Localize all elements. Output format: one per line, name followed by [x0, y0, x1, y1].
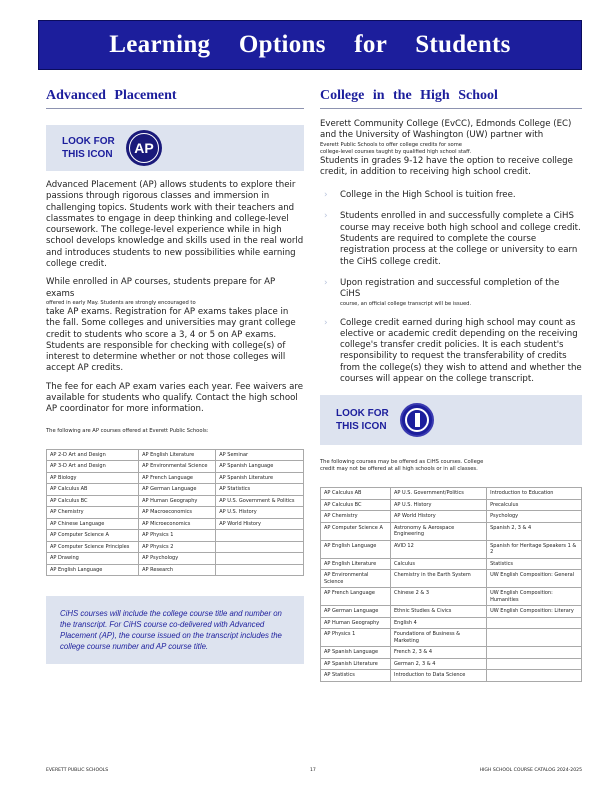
advanced-placement-section: [46, 88, 304, 664]
table-cell: [487, 647, 582, 659]
cihs-table-intro-1: The following courses may be offered as CiHS courses. College: [320, 459, 484, 466]
table-cell: AP Psychology: [139, 553, 216, 565]
table-row: [321, 617, 582, 629]
table-cell: AP English Literature: [139, 449, 216, 461]
ap-paragraph-1: Advanced Placement (AP) allows students to explore their passions through rigorous classes and immersion in challenging topics. Students work with their teachers and classmates to engage in deep thinking and college-level coursework. The college-level experience while in high school develops knowledge and skills used in the real world and introduces students to new possibilities while earning college credit.: [46, 180, 304, 270]
cihs-heading: College in the High School: [320, 88, 582, 109]
table-row: [321, 588, 582, 606]
cihs-bullet-list: [320, 190, 582, 385]
ap-paragraph-2a: While enrolled in AP courses, students prepare for AP exams: [46, 277, 276, 299]
table-cell: Foundations of Business & Marketing: [391, 629, 487, 647]
table-row: [47, 564, 304, 576]
table-cell: AP German Language: [139, 484, 216, 496]
table-cell: AP Chemistry: [47, 507, 139, 519]
table-cell: Precalculus: [487, 499, 582, 511]
table-row: [47, 541, 304, 553]
table-cell: AP U.S. History: [391, 499, 487, 511]
table-cell: AP Biology: [47, 472, 139, 484]
ap-table-intro: The following are AP courses offered at Everett Public Schools:: [46, 427, 209, 434]
list-item: [320, 190, 582, 201]
table-cell: AP Research: [139, 564, 216, 576]
college-in-high-school-section: [320, 88, 582, 682]
cihs-table-intro-2: credit may not be offered at all high schools or in all classes.: [320, 466, 478, 473]
table-row: [321, 629, 582, 647]
table-row: [47, 484, 304, 496]
ap-paragraph-2b: take AP exams. Registration for AP exams takes place in the fall. Some colleges and universities may grant college credit to students who score a 3, 4 or 5 on AP exams. Students are responsible for checking with college(s) of interest to determine whether or not those colleges will accept AP credits.: [46, 306, 296, 374]
table-cell: AP U.S. Government/Politics: [391, 488, 487, 500]
table-cell: AP Physics 1: [321, 629, 391, 647]
bullet-text: College credit earned during high school may count as elective or academic credit depending on the receiving college's transfer credit policies. It is each student's responsibility to request the transferability of credits from the college(s) they wish to attend and whether the courses will appear on the college transcript.: [340, 317, 582, 385]
cihs-look-for-panel: [320, 395, 582, 445]
cihs-table-intro: [320, 459, 582, 473]
table-cell: [487, 658, 582, 670]
table-cell: Introduction to Data Science: [391, 670, 487, 682]
table-cell: Ethnic Studies & Civics: [391, 606, 487, 618]
table-cell: Introduction to Education: [487, 488, 582, 500]
table-row: [47, 449, 304, 461]
look-for-line1: LOOK FOR: [62, 136, 115, 147]
cihs-intro: [320, 119, 582, 178]
ap-paragraph-2-small: offered in early May. Students are strongly encouraged to: [46, 299, 196, 306]
table-cell: UW English Composition: Literary: [487, 606, 582, 618]
table-cell: AP Chinese Language: [47, 518, 139, 530]
table-row: [47, 553, 304, 565]
table-cell: AP French Language: [139, 472, 216, 484]
cihs-intro-small-1: Everett Public Schools to offer college credits for some: [320, 141, 462, 148]
table-row: [321, 570, 582, 588]
table-cell: AP Macroeconomics: [139, 507, 216, 519]
table-row: [321, 670, 582, 682]
cihs-intro-a: Everett Community College (EvCC), Edmonds College (EC) and the University of Washington (UW) partner with: [320, 119, 572, 141]
cihs-look-for-label: [336, 407, 394, 433]
table-cell: AP World History: [216, 518, 304, 530]
footer-right: HIGH SCHOOL COURSE CATALOG 2024-2025: [479, 768, 582, 773]
table-cell: AP Drawing: [47, 553, 139, 565]
table-cell: AP Computer Science A: [47, 530, 139, 542]
table-cell: AP Spanish Literature: [321, 658, 391, 670]
table-cell: AP Chemistry: [321, 511, 391, 523]
page-banner: [38, 20, 582, 70]
table-cell: AP Human Geography: [139, 495, 216, 507]
table-cell: [216, 541, 304, 553]
table-cell: AP Calculus AB: [47, 484, 139, 496]
ap-look-for-panel: [46, 125, 304, 171]
bullet-text: Upon registration and successful completion of the CiHS: [340, 277, 560, 300]
table-row: [321, 606, 582, 618]
table-cell: German 2, 3 & 4: [391, 658, 487, 670]
ap-paragraph-2: [46, 277, 304, 374]
cihs-intro-b: Students in grades 9-12 have the option to receive college credit, in addition to receiving high school credit.: [320, 155, 573, 177]
bullet-chevron-icon: ›: [324, 317, 328, 328]
table-cell: [216, 530, 304, 542]
look-for-line2: THIS ICON: [336, 421, 387, 433]
table-cell: AP Computer Science Principles: [47, 541, 139, 553]
table-cell: AP Physics 1: [139, 530, 216, 542]
table-cell: AVID 12: [391, 540, 487, 558]
table-cell: AP Environmental Science: [139, 461, 216, 473]
bullet-chevron-icon: ›: [324, 277, 328, 288]
table-row: [47, 518, 304, 530]
table-cell: AP Human Geography: [321, 617, 391, 629]
page-number: 17: [310, 768, 316, 773]
bullet-text: College in the High School is tuition free.: [340, 190, 516, 201]
bullet-text-small: course, an official college transcript will be issued.: [340, 300, 472, 307]
table-cell: AP Environmental Science: [321, 570, 391, 588]
table-cell: AP Computer Science A: [321, 522, 391, 540]
ap-logo-text: AP: [134, 140, 154, 156]
cihs-intro-small-2: college-level courses taught by qualified high school staff.: [320, 148, 472, 155]
table-cell: Chemistry in the Earth System: [391, 570, 487, 588]
bullet-chevron-icon: ›: [324, 211, 328, 222]
table-cell: Astronomy & Aerospace Engineering: [391, 522, 487, 540]
table-cell: Psychology: [487, 511, 582, 523]
bullet-chevron-icon: ›: [324, 190, 328, 201]
cihs-course-table: [320, 487, 582, 682]
ap-logo-icon: [126, 130, 162, 166]
table-cell: AP English Language: [47, 564, 139, 576]
table-cell: English 4: [391, 617, 487, 629]
list-item: [320, 278, 582, 308]
table-cell: [487, 617, 582, 629]
table-cell: AP Calculus BC: [321, 499, 391, 511]
table-row: [47, 530, 304, 542]
cihs-ap-callout-text: CiHS courses will include the college course title and number on the transcript. For CiHS course co-delivered with Advanced Placement (AP), the course issued on the transcript includes the college course number and AP course title.: [60, 609, 282, 652]
table-cell: AP Statistics: [216, 484, 304, 496]
table-row: [47, 507, 304, 519]
table-cell: AP English Literature: [321, 558, 391, 570]
table-cell: Spanish 2, 3 & 4: [487, 522, 582, 540]
table-row: [47, 495, 304, 507]
footer-left: EVERETT PUBLIC SCHOOLS: [46, 768, 109, 773]
table-cell: AP Calculus AB: [321, 488, 391, 500]
table-cell: AP Spanish Literature: [216, 472, 304, 484]
table-row: [47, 472, 304, 484]
table-row: [321, 511, 582, 523]
table-row: [47, 461, 304, 473]
list-item: [320, 318, 582, 386]
table-cell: [216, 553, 304, 565]
bullet-text: Students enrolled in and successfully complete a CiHS course may receive both high school and college credit. Students are required to complete the course registration process at the college or university to earn the CiHS college credit.: [340, 211, 581, 267]
table-cell: [487, 629, 582, 647]
table-cell: AP Calculus BC: [47, 495, 139, 507]
advanced-placement-heading: Advanced Placement: [46, 88, 304, 109]
cihs-ap-callout: [46, 596, 304, 664]
page-title: Learning Options for Students: [109, 31, 511, 58]
table-cell: UW English Composition: General: [487, 570, 582, 588]
table-cell: Statistics: [487, 558, 582, 570]
table-cell: AP German Language: [321, 606, 391, 618]
look-for-line2: THIS ICON: [62, 149, 113, 160]
table-cell: AP U.S. History: [216, 507, 304, 519]
table-cell: AP 3-D Art and Design: [47, 461, 139, 473]
table-cell: AP World History: [391, 511, 487, 523]
table-row: [321, 658, 582, 670]
table-cell: AP Spanish Language: [216, 461, 304, 473]
ap-look-for-label: [62, 135, 120, 161]
cihs-logo-icon: [400, 403, 434, 437]
table-cell: [216, 564, 304, 576]
look-for-line1: LOOK FOR: [336, 408, 389, 420]
ap-paragraph-3: The fee for each AP exam varies each year. Fee waivers are available for students who qualify. Contact the high school AP coordinator for more information.: [46, 381, 303, 415]
table-row: [321, 647, 582, 659]
table-cell: Chinese 2 & 3: [391, 588, 487, 606]
table-cell: AP Statistics: [321, 670, 391, 682]
list-item: [320, 211, 582, 267]
table-row: [321, 499, 582, 511]
table-row: [321, 522, 582, 540]
table-row: [321, 540, 582, 558]
table-row: [321, 558, 582, 570]
table-cell: AP Microeconomics: [139, 518, 216, 530]
table-cell: AP French Language: [321, 588, 391, 606]
table-cell: Calculus: [391, 558, 487, 570]
page-footer: [46, 768, 582, 778]
table-cell: UW English Composition: Humanities: [487, 588, 582, 606]
table-cell: AP 2-D Art and Design: [47, 449, 139, 461]
ap-course-table: [46, 449, 304, 577]
table-cell: [487, 670, 582, 682]
table-cell: AP Spanish Language: [321, 647, 391, 659]
table-cell: AP English Language: [321, 540, 391, 558]
table-cell: Spanish for Heritage Speakers 1 & 2: [487, 540, 582, 558]
table-cell: AP Seminar: [216, 449, 304, 461]
table-cell: AP Physics 2: [139, 541, 216, 553]
table-cell: AP U.S. Government & Politics: [216, 495, 304, 507]
table-cell: French 2, 3 & 4: [391, 647, 487, 659]
table-row: [321, 488, 582, 500]
